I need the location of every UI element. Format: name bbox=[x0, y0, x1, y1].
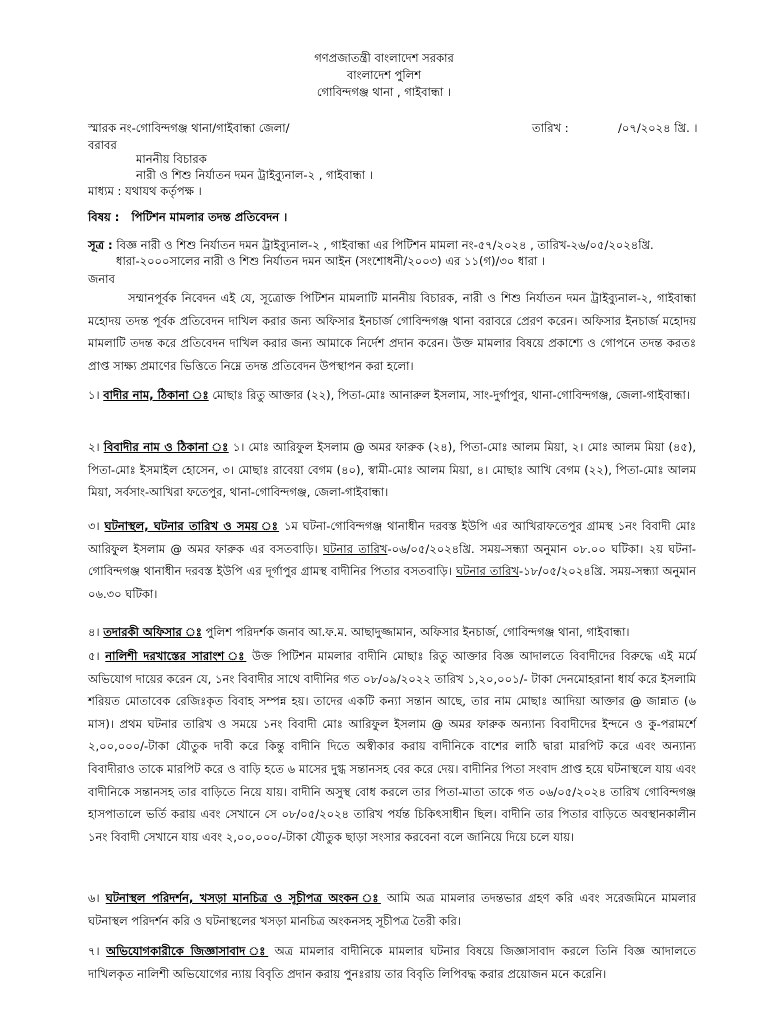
section-6-num: ৬। bbox=[88, 891, 100, 905]
section-6 bbox=[88, 887, 696, 932]
salutation: জনাব bbox=[88, 272, 115, 286]
address-to: বরাবর bbox=[88, 138, 117, 152]
memo-date-value: /০৭/২০২৪ খ্রি. । bbox=[618, 121, 698, 135]
address-line1: মাননীয় বিচারক bbox=[136, 152, 207, 166]
section-1-heading: বাদীর নাম, ঠিকানা ঃ bbox=[103, 388, 209, 402]
subject-text: পিটিশন মামলার তদন্ত প্রতিবেদন । bbox=[131, 210, 288, 224]
section-3-date1-label: ঘটনার তারিখ bbox=[323, 541, 388, 556]
section-5-num: ৫। bbox=[88, 649, 100, 663]
section-5-body: উক্ত পিটিশন মামলার বাদীনি মোছাঃ রিতু আক্তার বিজ্ঞ আদালতে বিবাদীদের বিরুদ্ধে এই মর্মে অভিযোগ দায়ের করেন যে, ১নং বিবাদীর সাথে বাদীনির গত ০৮/০৯/২০২২ তারিখ ১,২০,০০১/- টাকা দেনমোহরানা ধার্য করে ইসলামি শরিয়ত মোতাবেক রেজিঃকৃত বিবাহ সম্পন্ন হয়। তাদের একটি কন্যা সন্তান আছে, তার নাম মোছাঃ আদিয়া আক্তার @ জান্নাত (৬ মাস)। প্রথম ঘটনার তারিখ ও সময়ে ১নং বিবাদী মোঃ আরিফুল ইসলাম @ অমর ফারুক অন্যান্য বিবাদীদের ইন্দনে ও কু-পরামর্শে ২,০০,০০০/-টাকা যৌতুক দাবী করে কিন্তু বাদীনি দিতে অস্বীকার করায় বাদীনিকে বাশের লাঠি দ্বারা মারপিট করে এবং অন্যান্য বিবাদীরাও তাকে মারপিট করে ও বাড়ি হতে ৬ মাসের দুগ্ধ সন্তানসহ বের করে দেয়। বাদীনির পিতা সংবাদ প্রাপ্ত হয়ে ঘটনাস্থলে যায় এবং বাদীনিকে সন্তানসহ তার বাড়িতে নিয়ে যায়। বাদীনি অসুস্থ বোধ করলে তার পিতা-মাতা তাকে গত ০৬/০৫/২০২৪ তারিখ গোবিন্দগঞ্জ হাসপাতালে ভর্তি করায় এবং সেখানে সে ০৮/০৫/২০২৪ তারিখ পর্যন্ত চিকিৎসাধীন ছিল। বাদীনি তার পিতার বাড়িতে অবস্থানকালীন ১নং বিবাদী সেখানে যায় এবং ২,০০,০০০/-টাকা যৌতুক ছাড়া সংসার করবেনা বলে জানিয়ে দিয়ে চলে যায়। bbox=[88, 649, 697, 844]
section-7 bbox=[88, 940, 696, 985]
sutro-line2: ধারা-২০০০সালের নারী ও শিশু নির্যাতন দমন আইন (সংশোধনী/২০০৩) এর ১১(গ)/৩০ ধারা । bbox=[116, 254, 546, 268]
section-3-date2-label: ঘটনার তারিখ bbox=[455, 564, 520, 579]
station-title: গোবিন্দগঞ্জ থানা , গাইবান্ধা । bbox=[316, 85, 452, 99]
memo-ref: স্মারক নং-গোবিন্দগঞ্জ থানা/গাইবান্ধা জেলা/ bbox=[88, 121, 290, 135]
section-6-heading: ঘটনাস্থল পরিদর্শন, খসড়া মানচিত্র ও সূচীপত্র অংকন ঃ bbox=[105, 891, 381, 905]
section-7-heading: অভিযোগকারীকে জিজ্ঞাসাবাদ ঃ bbox=[106, 944, 269, 958]
intro-paragraph: সম্মানপূর্বক নিবেদন এই যে, সূত্রোক্ত পিটিশন মামলাটি মাননীয় বিচারক, নারী ও শিশু নির্যাতন দমন ট্রাইব্যুনাল-২, গাইবান্ধা মহোদয় তদন্ত পূর্বক প্রতিবেদন দাখিল করার জন্য অফিসার ইনচার্জ গোবিন্দগঞ্জ থানা বরাবরে প্রেরণ করেন। অফিসার ইনচার্জ মহোদয় মামলাটি তদন্ত করে প্রতিবেদন দাখিল করার জন্য আমাকে নির্দেশ প্রদান করেন। উক্ত মামলার বিষয়ে প্রকাশ্যে ও গোপনে তদন্ত করতঃ প্রাপ্ত সাক্ষ্য প্রমাণের ভিত্তিতে নিম্নে তদন্ত প্রতিবেদন উপস্থাপন করা হলো। bbox=[88, 291, 696, 373]
section-3-body-c: -১৮/০৫/২০২৪খ্রি. সময়-সন্ধ্যা অনুমান ০৬.৩০ ঘটিকা। bbox=[88, 564, 696, 601]
subject-label: বিষয় : bbox=[88, 210, 120, 224]
section-2-num: ২। bbox=[88, 440, 100, 454]
section-7-num: ৭। bbox=[88, 944, 100, 958]
address-line2: নারী ও শিশু নির্যাতন দমন ট্রাইব্যুনাল-২ , গাইবান্ধা । bbox=[136, 168, 373, 182]
address-via: মাধ্যম : যথাযথ কর্তৃপক্ষ । bbox=[88, 184, 202, 198]
section-4-heading: তদারকী অফিসার ঃ bbox=[103, 625, 202, 639]
memo-date-label: তারিখ : bbox=[532, 121, 569, 135]
section-2 bbox=[88, 436, 696, 504]
section-3-body-b: -০৬/০৫/২০২৪খ্রি. সময়-সন্ধ্যা অনুমান ০৮.০০ ঘটিকা। ২য় ঘটনা- গোবিন্দগঞ্জ থানাধীন দরবস্ত ইউপি এর দূর্গাপুর গ্রামস্থ বাদীনির পিতার বসতবাড়ি। bbox=[88, 541, 697, 579]
section-6-body: আমি অত্র মামলার তদন্তভার গ্রহণ করি এবং সরেজমিনে মামলার ঘটনাস্থল পরিদর্শন করি ও ঘটনাস্থলের খসড়া মানচিত্র অংকনসহ সূচীপত্র তৈরী করি। bbox=[88, 891, 697, 928]
sutro-line1 bbox=[88, 238, 654, 253]
section-3-num: ৩। bbox=[88, 519, 100, 533]
section-2-body: ১। মোঃ আরিফুল ইসলাম @ অমর ফারুক (২৪), পিতা-মোঃ আলম মিয়া, ২। মোঃ আলম মিয়া (৪৫), পিতা-মোঃ ইসমাইল হোসেন, ৩। মোছাঃ রাবেয়া বেগম (৪০), স্বামী-মোঃ আলম মিয়া, ৪। মোছাঃ আখি বেগম (২২), পিতা-মোঃ আলম মিয়া, সর্বসাং-আখিরা ফতেপুর, থানা-গোবিন্দগঞ্জ, জেলা-গাইবান্ধা। bbox=[88, 440, 697, 500]
section-7-body: অত্র মামলার বাদীনিকে মামলার ঘটনার বিষয়ে জিজ্ঞাসাবাদ করলে তিনি বিজ্ঞ আদালতে দাখিলকৃত নালিশী অভিযোগের ন্যায় বিবৃতি প্রদান করায় পুনঃরায় তার বিবৃতি লিপিবদ্ধ করার প্রয়োজন মনে করেনি। bbox=[88, 944, 697, 981]
section-4-num: ৪। bbox=[88, 625, 100, 639]
section-1-num: ১। bbox=[88, 388, 100, 402]
section-1 bbox=[88, 384, 696, 407]
govt-title: গণপ্রজাতন্ত্রী বাংলাদেশ সরকার bbox=[314, 51, 454, 65]
section-3-heading: ঘটনাস্থল, ঘটনার তারিখ ও সময় ঃ bbox=[104, 519, 280, 533]
section-4-body: পুলিশ পরিদর্শক জনাব আ.ফ.ম. আছাদুজ্জামান, অফিসার ইনচার্জ, গোবিন্দগঞ্জ থানা, গাইবান্ধা। bbox=[205, 625, 630, 639]
sutro-label: সূত্র : bbox=[88, 238, 113, 252]
sutro-text1: বিজ্ঞ নারী ও শিশু নির্যাতন দমন ট্রাইব্যুনাল-২ , গাইবান্ধা এর পিটিশন মামলা নং-৫৭/২০২৪ , তারিখ-২৬/০৫/২০২৪খ্রি. bbox=[116, 238, 654, 252]
section-3 bbox=[88, 515, 696, 605]
section-3-body-a: ১ম ঘটনা-গোবিন্দগঞ্জ থানাধীন দরবস্ত ইউপি এর আখিরাফতেপুর গ্রামস্থ ১নং বিবাদী মোঃ আরিফুল ইসলাম @ অমর ফারুক এর বসতবাড়ি। bbox=[88, 519, 697, 556]
subject-line bbox=[88, 210, 287, 225]
police-title: বাংলাদেশ পুলিশ bbox=[346, 68, 422, 82]
section-1-body: মোছাঃ রিতু আক্তার (২২), পিতা-মোঃ আনারুল ইসলাম, সাং-দুর্গাপুর, থানা-গোবিন্দগঞ্জ, জেলা-গাইবান্ধা। bbox=[212, 388, 690, 402]
section-2-heading: বিবাদীর নাম ও ঠিকানা ঃ bbox=[103, 440, 229, 454]
section-5 bbox=[88, 645, 696, 848]
section-5-heading: নালিশী দরখাস্তের সারাংশ ঃ bbox=[105, 649, 247, 663]
section-4 bbox=[88, 621, 696, 644]
